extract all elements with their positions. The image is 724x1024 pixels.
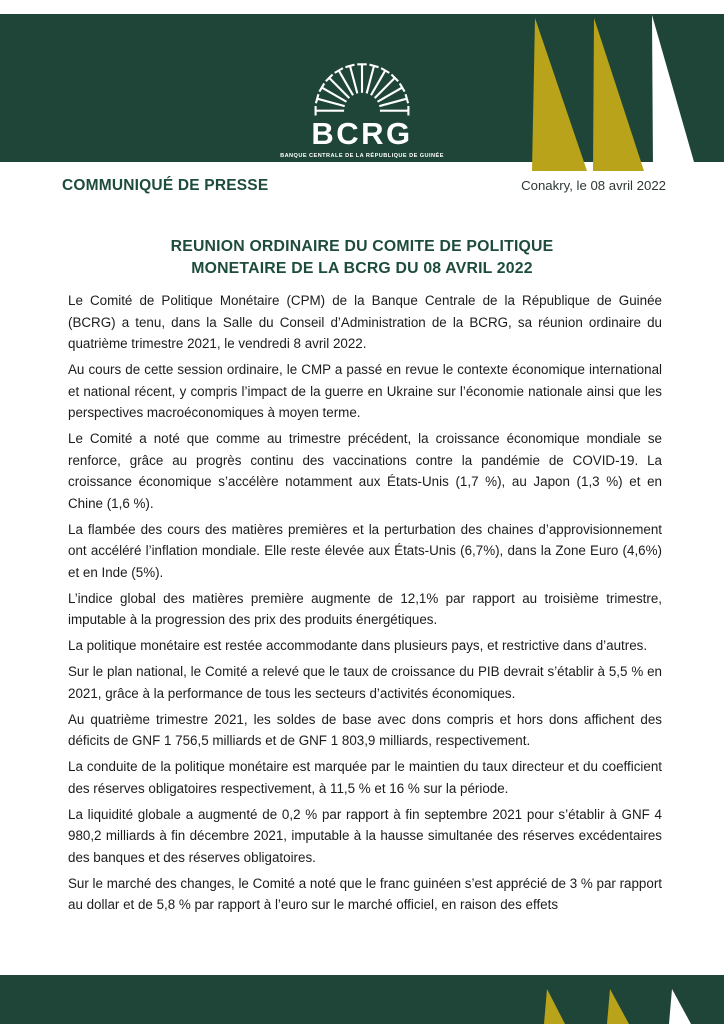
gold-triangle-icon <box>532 18 587 171</box>
document-title-line2: MONETAIRE DE LA BCRG DU 08 AVRIL 2022 <box>191 259 533 277</box>
paragraph: Sur le marché des changes, le Comité a noté que le franc guinéen s’est apprécié de 3 % par rapport au dollar et de 5,8 % par rapport à l’euro sur le marché officiel, en raison des effets <box>68 875 663 912</box>
fan-rays <box>316 64 409 115</box>
header-triangles-decoration <box>500 14 724 172</box>
footer-triangles-decoration <box>500 985 724 1024</box>
communique-label: COMMUNIQUÉ DE PRESSE <box>62 177 269 194</box>
paragraph: Au quatrième trimestre 2021, les soldes de base avec dons compris et hors dons affichent des déficits de GNF 1 756,5 milliards et de GNF 1 803,9 milliards, respectivement. <box>68 711 662 748</box>
gold-triangle-icon <box>544 989 565 1024</box>
gold-triangle-icon <box>607 989 629 1024</box>
sunburst-fan-icon <box>309 58 415 116</box>
bcrg-logo <box>232 58 492 159</box>
document-body <box>68 290 662 920</box>
paragraph: Le Comité de Politique Monétaire (CPM) de la Banque Centrale de la République de Guinée (BCRG) a tenu, dans la Salle du Conseil d’Administration de la BCRG, sa réunion ordinaire du quatrième trimestre 2021, le vendredi 8 avril 2022. <box>68 293 662 351</box>
white-triangle-icon <box>652 15 696 169</box>
gold-triangle-icon <box>593 18 644 171</box>
paragraph: La liquidité globale a augmenté de 0,2 % par rapport à fin septembre 2021 pour s’établir à GNF 4 980,2 milliards à fin décembre 2021, imputable à la hausse simultanée des réserves excédentaires des banques et des réserves obligatoires. <box>68 806 662 865</box>
paragraph: Au cours de cette session ordinaire, le CMP a passé en revue le contexte économique international et national récent, y compris l’impact de la guerre en Ukraine sur l’économie nationale ainsi que les perspectives macroéconomiques à moyen terme. <box>68 362 662 420</box>
dateline: Conakry, le 08 avril 2022 <box>521 178 666 193</box>
document-title <box>65 236 659 279</box>
logo-subtitle: BANQUE CENTRALE DE LA RÉPUBLIQUE DE GUINÉE <box>280 153 444 159</box>
paragraph: La flambée des cours des matières premières et la perturbation des chaines d’approvisionnement ont accéléré l’inflation mondiale. Elle reste élevée aux États-Unis (6,7%), dans la Zone Euro (4,6%) et en Inde (5%). <box>68 521 662 580</box>
paragraph: L’indice global des matières première augmente de 12,1% par rapport au troisième trimestre, imputable à la progression des prix des produits énergétiques. <box>68 590 662 627</box>
paragraph: Le Comité a noté que comme au trimestre précédent, la croissance économique mondiale se renforce, grâce au progrès continu des vaccinations contre la pandémie de COVID-19. La croissance économique s’accélère notamment aux États-Unis (1,7 %), au Japon (1,3 %) et en Chine (1,6 %). <box>68 431 662 511</box>
logo-acronym: BCRG <box>311 116 413 151</box>
white-triangle-icon <box>669 989 691 1024</box>
paragraph: Sur le plan national, le Comité a relevé que le taux de croissance du PIB devrait s’établir à 5,5 % en 2021, grâce à la performance de tous les secteurs d’activités économiques. <box>68 664 662 701</box>
kicker-row <box>62 177 666 195</box>
paragraph: La conduite de la politique monétaire est marquée par le maintien du taux directeur et du coefficient des réserves obligatoires respectivement, à 11,5 % et 16 % sur la période. <box>68 759 662 796</box>
document-title-line1: REUNION ORDINAIRE DU COMITE DE POLITIQUE <box>170 238 554 255</box>
paragraph: La politique monétaire est restée accommodante dans plusieurs pays, et restrictive dans d’autres. <box>68 638 648 653</box>
